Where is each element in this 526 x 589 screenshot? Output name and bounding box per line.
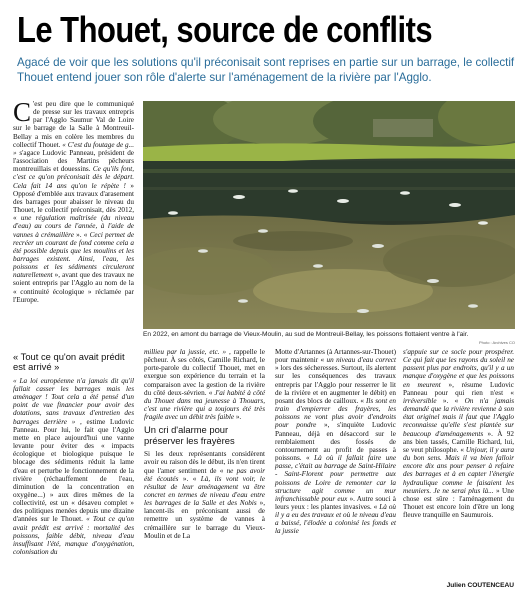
photo-caption: En 2022, en amont du barrage de Vieux-Moulin, au sud de Montreuil-Bellay, les poissons flottaient ventre à l'air.: [143, 331, 469, 338]
col1-quote-1: « C'est du foutage de g... »: [13, 140, 134, 157]
col1b-text-1: , estime Ludovic Panneau. Pour lui, le fait que l'Agglo mette en place aujourd'hui une vanne levante pour éviter des « impacts écologique et biologique puisque le blocage des sédiments réduit la lame d'eau et perturbe le fonctionnement de la rivière (réchauffement de l'eau, diminution de la concentration en oxygène...) » aux dires mêmes de la collectivité, est un « désaveu complet » des politiques menées depuis une dizaine d'années sur le Thouet.: [13, 417, 134, 524]
col4-quote-2: irréversible: [403, 396, 437, 405]
col3-quote-3: Là où il fallait faire une passe, c'était au barrage de Saint-Hilaire - Saint-Florent pour permettre aux poissons de Loire de remonter car la structure agit comme un mur infranchissable pour eux: [275, 454, 397, 503]
col3-quote-2: Ils sont en train d'empierrer des frayères, les poissons ne vont plus avoir d'endroits pour pondre: [275, 396, 396, 430]
col2-text-2: ».: [235, 413, 242, 422]
col1-quote-3: une régulation maîtrisée (du niveau d'eau) au cours de l'année, à l'aide de vannes à crémaillère: [13, 214, 134, 239]
col4-quote-3: On n'a jamais demandé que la rivière revienne à son état originel mais il faut que l'Agglo reconnaisse qu'elle s'est plantée sur beaucoup d'aménagements: [403, 396, 514, 438]
article-column-1-lower: [13, 348, 134, 556]
col2-quote-1: millieu par la jussie, etc. »: [144, 348, 227, 356]
col4-text-3: ». À 92 ans bien tassés, Camille Richard, lui, se veut philosophe. «: [403, 429, 514, 454]
col2-quote-2: J'ai habité à côté du Thouet dans ma jeunesse à Thouars, c'est une rivière qui a toujours été très fragile avec un débit très faible: [144, 388, 266, 422]
col2-text-1: , rappelle le pêcheur. À ses côtés, Camille Richard, le porte-parole du collectif Thouet, met en exergue son expérience du terrain et la comparaison avec la gestion de la rivière du côté deux-sévrien. «: [144, 348, 265, 397]
col3-quote-1: un niveau d'eau correct: [326, 356, 396, 365]
river-photo: [143, 101, 515, 329]
river-photo-illustration: [143, 101, 515, 329]
col1-text-1: 'est peu dire que le communiqué de presse sur les travaux entrepris par l'Agglo Saumur Val de Loire sur le barrage de la Salle à Montreuil-Bellay a mis en colère les membres du collectif Thouet.: [13, 100, 134, 149]
col1-text-2: s'agace Ludovic Panneau, président de l'association des Martins pêcheurs montreuillais et douessins.: [13, 148, 134, 174]
col1b-quote-2: « Tout ce qu'on avait prédit est arrivé : mortalité des poissons, faible débit, niveau d'eau insuffisant l'été, manque d'oxygénation, colonisation du: [13, 515, 134, 557]
dropcap: C: [13, 97, 32, 127]
col3-text-1: Motte d'Artannes (à Artannes-sur-Thouet) pour maintenir «: [275, 348, 396, 365]
col1-text-3: » Opposé d'emblée aux travaux d'arasement des barrages pour abaisser le niveau du Thouet, le collectif préconisait, dès 2012, «: [13, 181, 134, 223]
col3-text-3: », s'inquiète Ludovic Panneau, déjà en désaccord sur le remblaiement des fossés de contournement au profit de passes à poissons. «: [275, 421, 396, 463]
col4-text-2: ». «: [442, 396, 459, 405]
col1-quote-4: Ceci permet de recréer un courant de fond comme cela a été possible depuis que les moulins et les barrages existent. Ainsi, l'eau, les poissons et les sédiments circuleront naturellement: [13, 230, 135, 280]
col4-quote-4: Unjour, il y aura du bon sens. Mais il va bien falloir encore dix ans pour penser à refaire des barrages et à en capter l'énergie hydraulique comme le faisaient les meuniers. Je ne serai plus là...: [403, 445, 515, 495]
author-signature: Julien COUTENCEAU: [446, 582, 514, 589]
col2b-quote-1: ne pas avoir été écoutés: [144, 466, 266, 483]
col3-text-4: ». Autre souci à leurs yeux : les plantes invasives. «: [275, 494, 396, 511]
photo-credit: Photo : Archives CO: [478, 340, 515, 345]
col4-text-1: », résume Ludovic Panneau pour qui rien n'est «: [403, 380, 514, 397]
col2b-text-2: ». «: [182, 474, 197, 483]
col1-quote-2: Ce qu'ils font, c'est ce qu'on préconisait dès le départ. Cela fait 14 ans qu'on le répète !: [13, 165, 134, 190]
subhead-tout-ce-quon-avait-predit: « Tout ce qu'on avait prédit est arrivé »: [13, 351, 125, 373]
col3-text-2: » lors des sécheresses. Surtout, ils alertent sur les conséquences des travaux entrepris par l'Agglo pour resserrer le lit de la rivière et en augmenter le débit) en posant des blocs de cailloux. «: [275, 364, 396, 405]
col4-quote-1: s'appuie sur ce socle pour prospérer. Ce qui fait que les rayons du soleil ne passent plus par endroits, qu'il y a un manque d'oxygène et que les poissons en meurent: [403, 348, 514, 389]
article-column-4: [403, 348, 514, 519]
subhead-cri-dalarme: Un cri d'alarme pour préserver les frayères: [144, 424, 235, 446]
col4-text-4: » Une chose est sûre : l'aménagement du Thouet est encore loin d'être un long fleuve tranquille en Saumurois.: [403, 486, 514, 520]
article-column-2: [144, 348, 265, 540]
article-column-1: [13, 97, 135, 304]
article-column-3: [275, 348, 396, 536]
col2b-text-1: Si les deux représentants considèrent avoir eu raison dès le début, ils n'en tirent que l'amer sentiment de «: [144, 450, 265, 475]
standfirst: Agacé de voir que les solutions qu'il préconisait sont reprises en partie sur un barrage, le collectif Thouet entend jouer son rôle d'alerte sur l'aménagement de la rivière par l'Agglo.: [17, 56, 515, 84]
col2b-quote-2: Là, ils vont voir, le résultat de leur aménagement va être concret en termes de niveau d'eau entre les barrages de la Salle et des Nobis: [144, 474, 265, 508]
col2b-text-3: », lancent-ils en préconisant aussi de remettre un système de vannes à crémaillère sur le barrage du Vieux-Moulin et de La: [144, 499, 265, 540]
col1b-quote-1: « La loi européenne n'a jamais dit qu'il fallait casser les barrages mais les aménager ! Tout cela a été pensé d'un point de vue financier pour avoir des dotations, sans travaux d'entretien des barrages derrière »: [13, 376, 134, 426]
col3-quote-4: Là où il y a eu des travaux et où le niveau d'eau a baissé, l'élodée a colonisé les fonds et la jussie: [275, 502, 397, 536]
col1-text-5: », avant que des travaux ne soient entrepris par l'Agglo au nom de la « continuité écologique » réclamée par l'Europe.: [13, 271, 134, 304]
headline: Le Thouet, source de conflits: [17, 9, 433, 50]
col1-text-4: ». «: [76, 230, 88, 239]
